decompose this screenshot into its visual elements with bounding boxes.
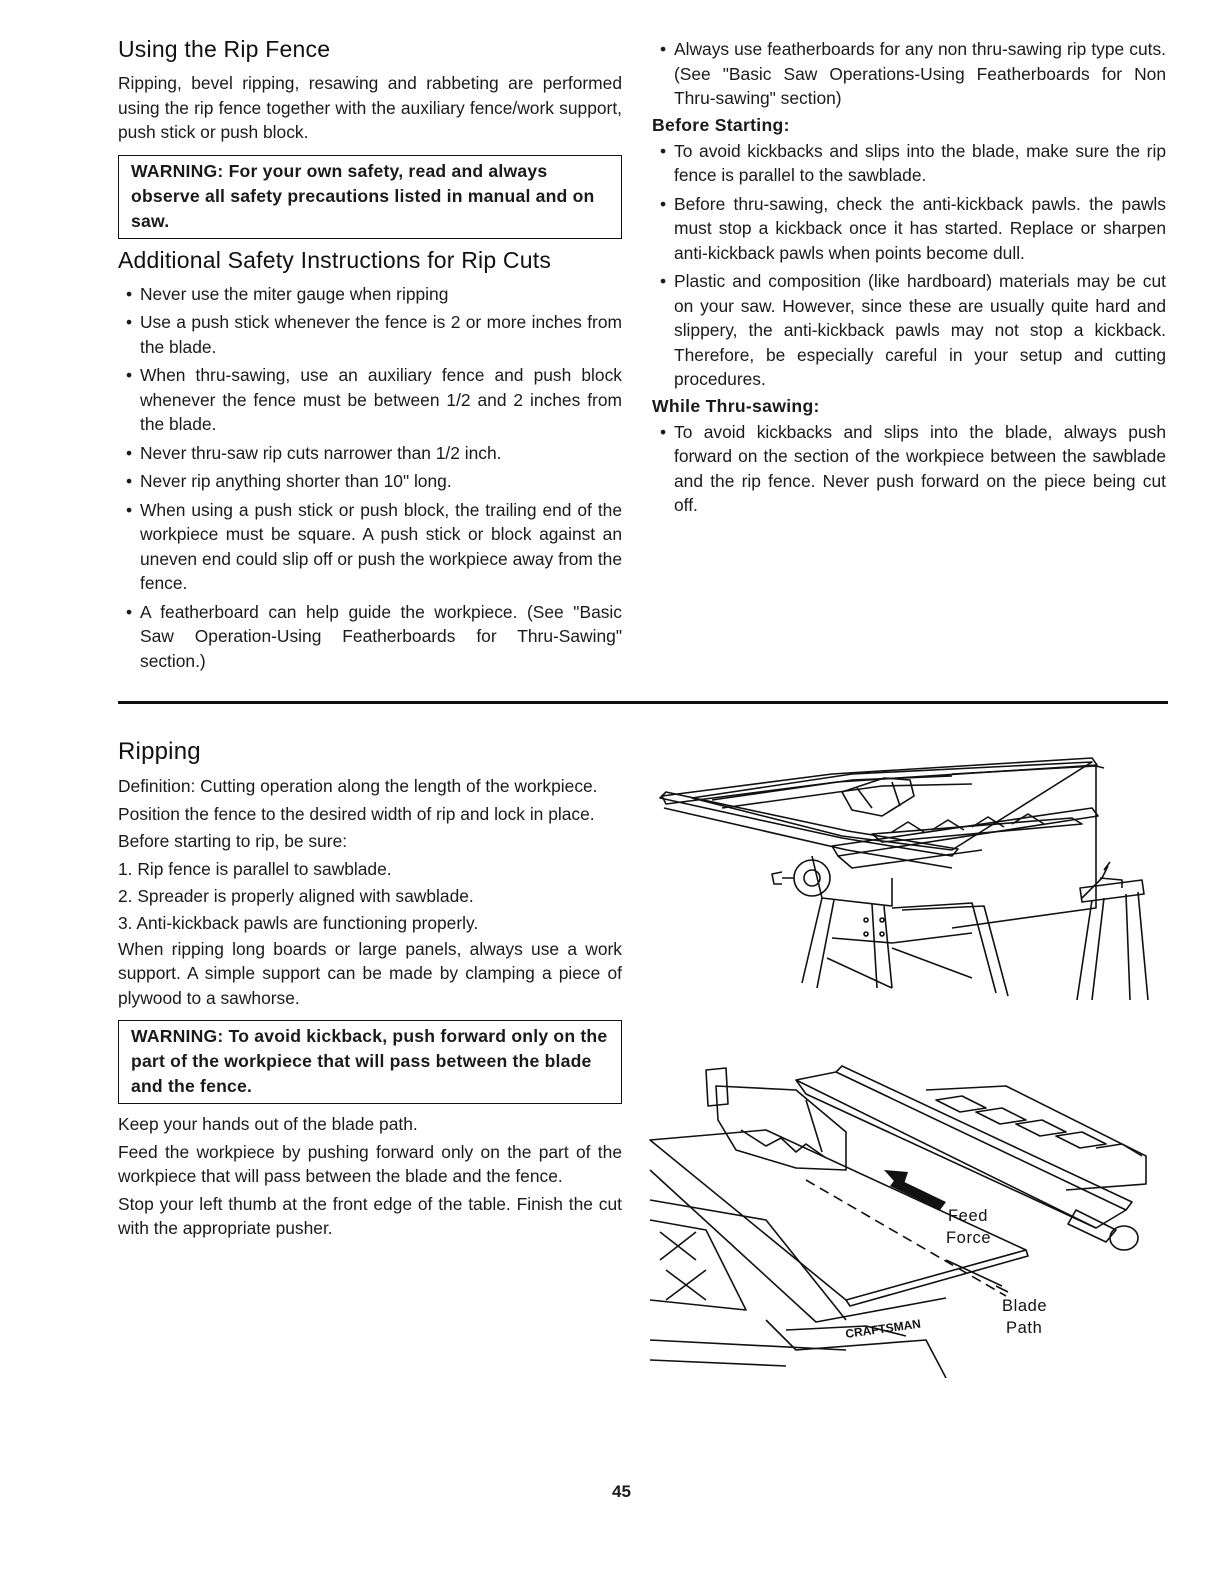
page-number: 45 — [612, 1482, 631, 1501]
ripping-heading: Ripping — [118, 738, 201, 765]
section-divider — [118, 701, 1168, 704]
ripping-before: Before starting to rip, be sure: — [118, 831, 348, 851]
safety-item: • Use a push stick whenever the fence is 2 or more inches from the blade. — [118, 310, 622, 359]
left-column-top — [118, 36, 622, 677]
rip-fence-warning: WARNING: For your own safety, read and always observe all safety precautions listed in manual and on saw. — [118, 155, 622, 239]
rip-fence-heading: Using the Rip Fence — [118, 36, 331, 62]
ripping-step: 3. Anti-kickback pawls are functioning properly. — [118, 912, 479, 933]
blade-label: Blade — [1002, 1297, 1048, 1315]
feed-force-blade-path-illustration — [646, 1060, 1156, 1378]
saw-brand-mark: CRAFTSMAN — [844, 1316, 922, 1341]
while-thru-sawing-list — [652, 420, 1166, 518]
ripping-definition: Definition: Cutting operation along the length of the workpiece. — [118, 776, 598, 796]
ripping-warning: WARNING: To avoid kickback, push forward only on the part of the workpiece that will pass between the blade and the fence. — [118, 1020, 622, 1104]
before-starting-item: • Before thru-sawing, check the anti-kickback pawls. the pawls must stop a kickback once it has started. Replace or sharpen anti-kickback pawls when points become dull. — [652, 192, 1166, 266]
ripping-thumb: Stop your left thumb at the front edge of the table. Finish the cut with the appropriate pusher. — [118, 1193, 622, 1238]
additional-safety-list — [118, 282, 622, 674]
safety-item: • When thru-sawing, use an auxiliary fence and push block whenever the fence must be between 1/2 and 2 inches from the blade. — [118, 363, 622, 437]
while-thru-sawing-item: • To avoid kickbacks and slips into the blade, always push forward on the section of the workpiece between the sawblade and the rip fence. Never push forward on the piece being cut off. — [652, 420, 1166, 518]
ripping-hands: Keep your hands out of the blade path. — [118, 1114, 418, 1134]
feed-label: Feed — [948, 1207, 989, 1225]
ripping-steps — [118, 856, 622, 937]
safety-item: • Never use the miter gauge when ripping — [118, 282, 622, 307]
ripping-section — [118, 738, 622, 1244]
additional-safety-heading: Additional Safety Instructions for Rip Cuts — [118, 246, 552, 273]
before-starting-heading: Before Starting: — [652, 114, 790, 135]
featherboard-list — [652, 37, 1166, 111]
before-starting-list — [652, 139, 1166, 392]
safety-item: • Never rip anything shorter than 10" long. — [118, 469, 622, 494]
while-thru-sawing-heading: While Thru-sawing: — [652, 395, 820, 416]
safety-item: • A featherboard can help guide the workpiece. (See "Basic Saw Operation-Using Featherboards for Thru-Sawing" section.) — [118, 600, 622, 674]
rip-fence-intro: Ripping, bevel ripping, resawing and rabbeting are performed using the rip fence together with the auxiliary fence/work support, push stick or push block. — [118, 73, 622, 142]
ripping-step: 1. Rip fence is parallel to sawblade. — [118, 858, 392, 879]
ripping-position: Position the fence to the desired width of rip and lock in place. — [118, 803, 595, 824]
ripping-feed: Feed the workpiece by pushing forward only on the part of the workpiece that will pass between the blade and the fence. — [118, 1141, 622, 1186]
ripping-long-boards: When ripping long boards or large panels, always use a work support. A simple support can be made by clamping a piece of plywood to a sawhorse. — [118, 938, 622, 1008]
featherboard-item: • Always use featherboards for any non thru-sawing rip type cuts. (See "Basic Saw Operations-Using Featherboards for Non Thru-sawing" section) — [652, 37, 1166, 111]
path-label: Path — [1006, 1319, 1043, 1337]
before-starting-item: • To avoid kickbacks and slips into the blade, make sure the rip fence is parallel to the sawblade. — [652, 139, 1166, 188]
saw-with-work-support-illustration — [652, 738, 1152, 1008]
safety-item: • Never thru-saw rip cuts narrower than 1/2 inch. — [118, 441, 622, 466]
force-label: Force — [946, 1229, 992, 1247]
before-starting-item: • Plastic and composition (like hardboard) materials may be cut on your saw. However, since these are usually quite hard and slippery, the anti-kickback pawls may not stop a kickback. Therefore, be especially careful in your setup and cutting procedures. — [652, 269, 1166, 392]
ripping-step: 2. Spreader is properly aligned with sawblade. — [118, 885, 474, 906]
right-column-top — [652, 37, 1166, 522]
safety-item: • When using a push stick or push block, the trailing end of the workpiece must be square. A push stick or block against an uneven end could slip off or push the workpiece away from the fence. — [118, 498, 622, 596]
